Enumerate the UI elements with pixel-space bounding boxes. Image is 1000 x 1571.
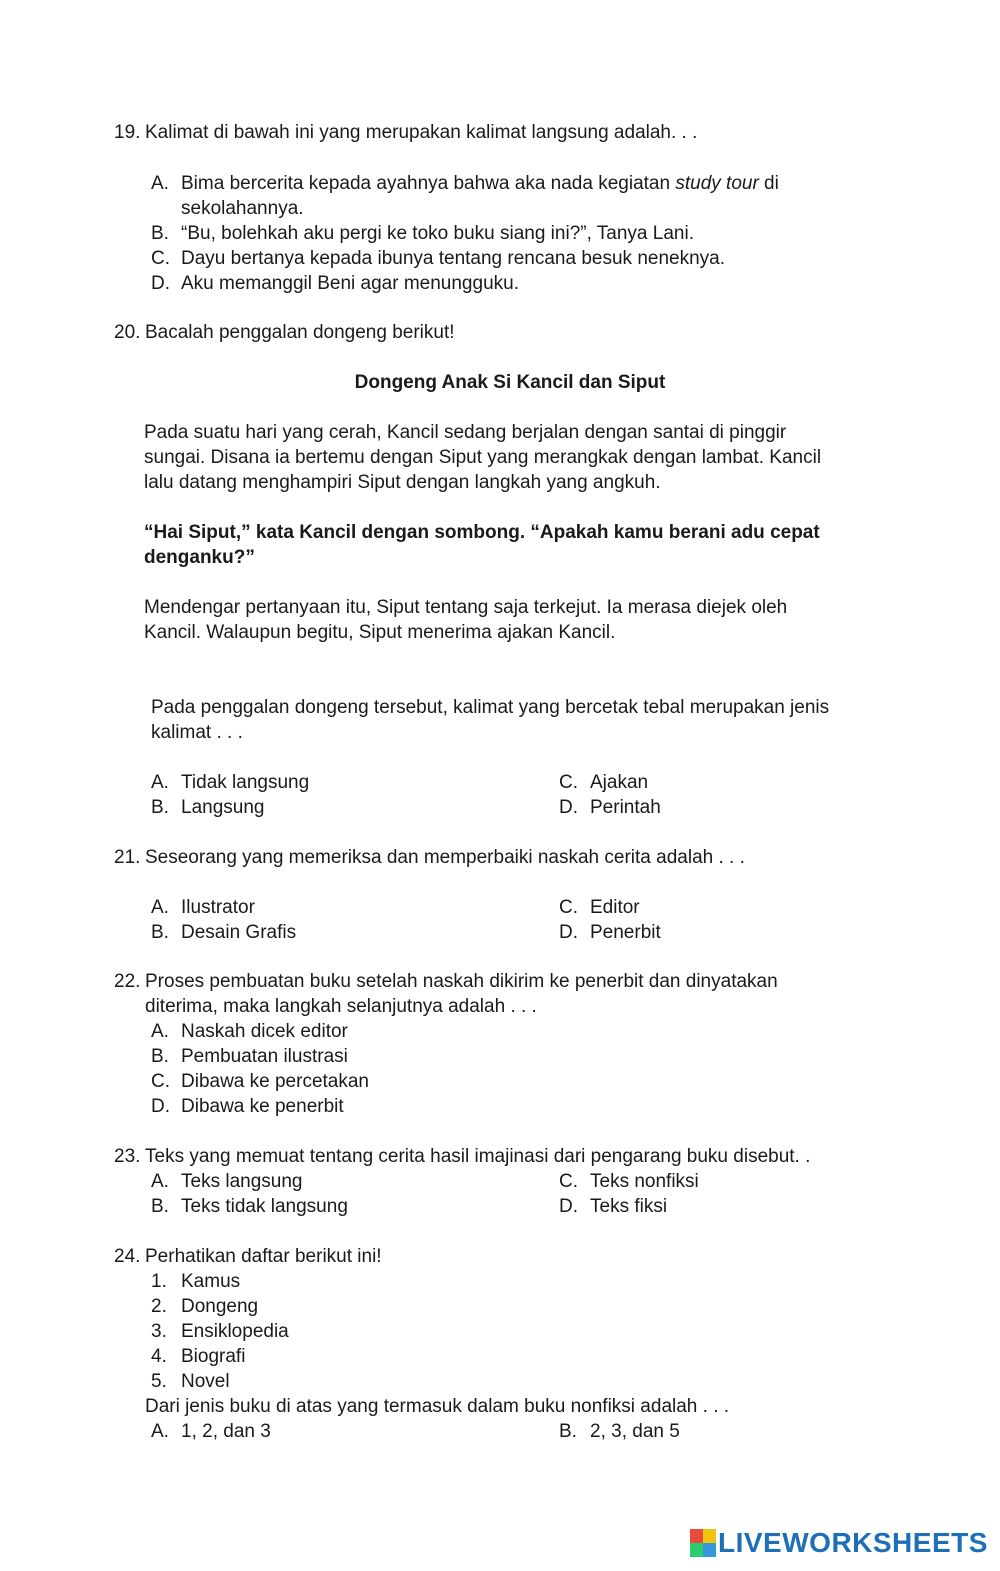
option-letter: A. bbox=[151, 1021, 169, 1042]
option-letter: B. bbox=[151, 1196, 169, 1217]
question-prompt-line: Pada penggalan dongeng tersebut, kalimat yang bercetak tebal merupakan jenis bbox=[151, 697, 830, 718]
question-prompt-line: kalimat . . . bbox=[151, 722, 243, 743]
question-number: 20. bbox=[114, 322, 141, 343]
option-text: 1, 2, dan 3 bbox=[181, 1421, 271, 1442]
option-letter: C. bbox=[559, 772, 578, 793]
question-number: 19. bbox=[114, 122, 141, 143]
list-number: 2. bbox=[151, 1296, 167, 1317]
story-paragraph-line: sungai. Disana ia bertemu dengan Siput yang merangkak dengan lambat. Kancil bbox=[144, 447, 822, 468]
option-text: Ajakan bbox=[590, 772, 649, 793]
liveworksheets-logo bbox=[690, 1528, 988, 1558]
option-letter: C. bbox=[559, 897, 578, 918]
list-item: Biografi bbox=[181, 1346, 246, 1367]
option-text: Langsung bbox=[181, 797, 265, 818]
option-letter: B. bbox=[151, 1046, 169, 1067]
option-text: Dibawa ke penerbit bbox=[181, 1096, 344, 1117]
story-paragraph-line: Kancil. Walaupun begitu, Siput menerima ajakan Kancil. bbox=[144, 622, 616, 643]
story-bold-line: denganku?” bbox=[144, 547, 255, 568]
option-text: Teks tidak langsung bbox=[181, 1196, 348, 1217]
option-text: Teks fiksi bbox=[590, 1196, 668, 1217]
question-number: 24. bbox=[114, 1246, 141, 1267]
option-letter: C. bbox=[151, 248, 170, 269]
option-text: Dayu bertanya kepada ibunya tentang rencana besuk neneknya. bbox=[181, 248, 726, 269]
question-text-line: Proses pembuatan buku setelah naskah dikirim ke penerbit dan dinyatakan bbox=[145, 971, 778, 992]
option-letter: B. bbox=[151, 797, 169, 818]
logo-square-icon bbox=[690, 1529, 703, 1543]
option-text: Editor bbox=[590, 897, 640, 918]
logo-text: LIVEWORKSHEETS bbox=[718, 1527, 988, 1558]
story-paragraph-line: Pada suatu hari yang cerah, Kancil sedang berjalan dengan santai di pinggir bbox=[144, 422, 787, 443]
story-paragraph-line: Mendengar pertanyaan itu, Siput tentang saja terkejut. Ia merasa diejek oleh bbox=[144, 597, 788, 618]
option-letter: D. bbox=[559, 1196, 578, 1217]
question-text: Seseorang yang memeriksa dan memperbaiki naskah cerita adalah . . . bbox=[145, 847, 745, 868]
question-number: 22. bbox=[114, 971, 141, 992]
list-number: 4. bbox=[151, 1346, 167, 1367]
option-letter: A. bbox=[151, 1421, 169, 1442]
option-letter: C. bbox=[151, 1071, 170, 1092]
option-text: Naskah dicek editor bbox=[181, 1021, 348, 1042]
option-letter: B. bbox=[559, 1421, 577, 1442]
option-text: Tidak langsung bbox=[181, 772, 310, 793]
story-title: Dongeng Anak Si Kancil dan Siput bbox=[354, 372, 666, 393]
option-letter: D. bbox=[151, 273, 170, 294]
option-letter: B. bbox=[151, 223, 169, 244]
story-bold-line: “Hai Siput,” kata Kancil dengan sombong. “Apakah kamu berani adu cepat bbox=[144, 522, 820, 543]
option-text: Teks nonfiksi bbox=[590, 1171, 699, 1192]
option-letter: A. bbox=[151, 173, 169, 194]
option-letter: B. bbox=[151, 922, 169, 943]
logo-square-icon bbox=[690, 1543, 703, 1557]
option-text: Pembuatan ilustrasi bbox=[181, 1046, 348, 1067]
question-text: Kalimat di bawah ini yang merupakan kalimat langsung adalah. . . bbox=[145, 122, 698, 143]
option-letter: A. bbox=[151, 1171, 169, 1192]
question-text: Bacalah penggalan dongeng berikut! bbox=[145, 322, 455, 343]
option-letter: D. bbox=[151, 1096, 170, 1117]
option-text-continued: sekolahannya. bbox=[181, 198, 304, 219]
question-number: 23. bbox=[114, 1146, 141, 1167]
option-text: Aku memanggil Beni agar menungguku. bbox=[181, 273, 519, 294]
option-text: Ilustrator bbox=[181, 897, 255, 918]
option-letter: C. bbox=[559, 1171, 578, 1192]
option-text: Dibawa ke percetakan bbox=[181, 1071, 369, 1092]
story-paragraph-line: lalu datang menghampiri Siput dengan langkah yang angkuh. bbox=[144, 472, 661, 493]
option-letter: A. bbox=[151, 772, 169, 793]
list-item: Ensiklopedia bbox=[181, 1321, 289, 1342]
list-item: Novel bbox=[181, 1371, 230, 1392]
option-text: Penerbit bbox=[590, 922, 661, 943]
question-prompt: Dari jenis buku di atas yang termasuk dalam buku nonfiksi adalah . . . bbox=[145, 1396, 730, 1417]
question-text: Teks yang memuat tentang cerita hasil imajinasi dari pengarang buku disebut. . bbox=[145, 1146, 811, 1167]
logo-square-icon bbox=[703, 1529, 716, 1543]
logo-square-icon bbox=[703, 1543, 716, 1557]
option-text: Bima bercerita kepada ayahnya bahwa aka nada kegiatan study tour di bbox=[181, 173, 779, 194]
question-text: Perhatikan daftar berikut ini! bbox=[145, 1246, 382, 1267]
list-number: 3. bbox=[151, 1321, 167, 1342]
list-number: 5. bbox=[151, 1371, 167, 1392]
option-text: Desain Grafis bbox=[181, 922, 297, 943]
option-text: Teks langsung bbox=[181, 1171, 303, 1192]
option-text: Perintah bbox=[590, 797, 661, 818]
option-letter: D. bbox=[559, 797, 578, 818]
option-text: 2, 3, dan 5 bbox=[590, 1421, 680, 1442]
option-text: “Bu, bolehkah aku pergi ke toko buku siang ini?”, Tanya Lani. bbox=[181, 223, 694, 244]
question-text-line: diterima, maka langkah selanjutnya adalah . . . bbox=[145, 996, 537, 1017]
list-item: Dongeng bbox=[181, 1296, 259, 1317]
list-number: 1. bbox=[151, 1271, 167, 1292]
option-letter: A. bbox=[151, 897, 169, 918]
logo-mark-icon bbox=[690, 1529, 716, 1557]
option-letter: D. bbox=[559, 922, 578, 943]
list-item: Kamus bbox=[181, 1271, 241, 1292]
question-number: 21. bbox=[114, 847, 141, 868]
